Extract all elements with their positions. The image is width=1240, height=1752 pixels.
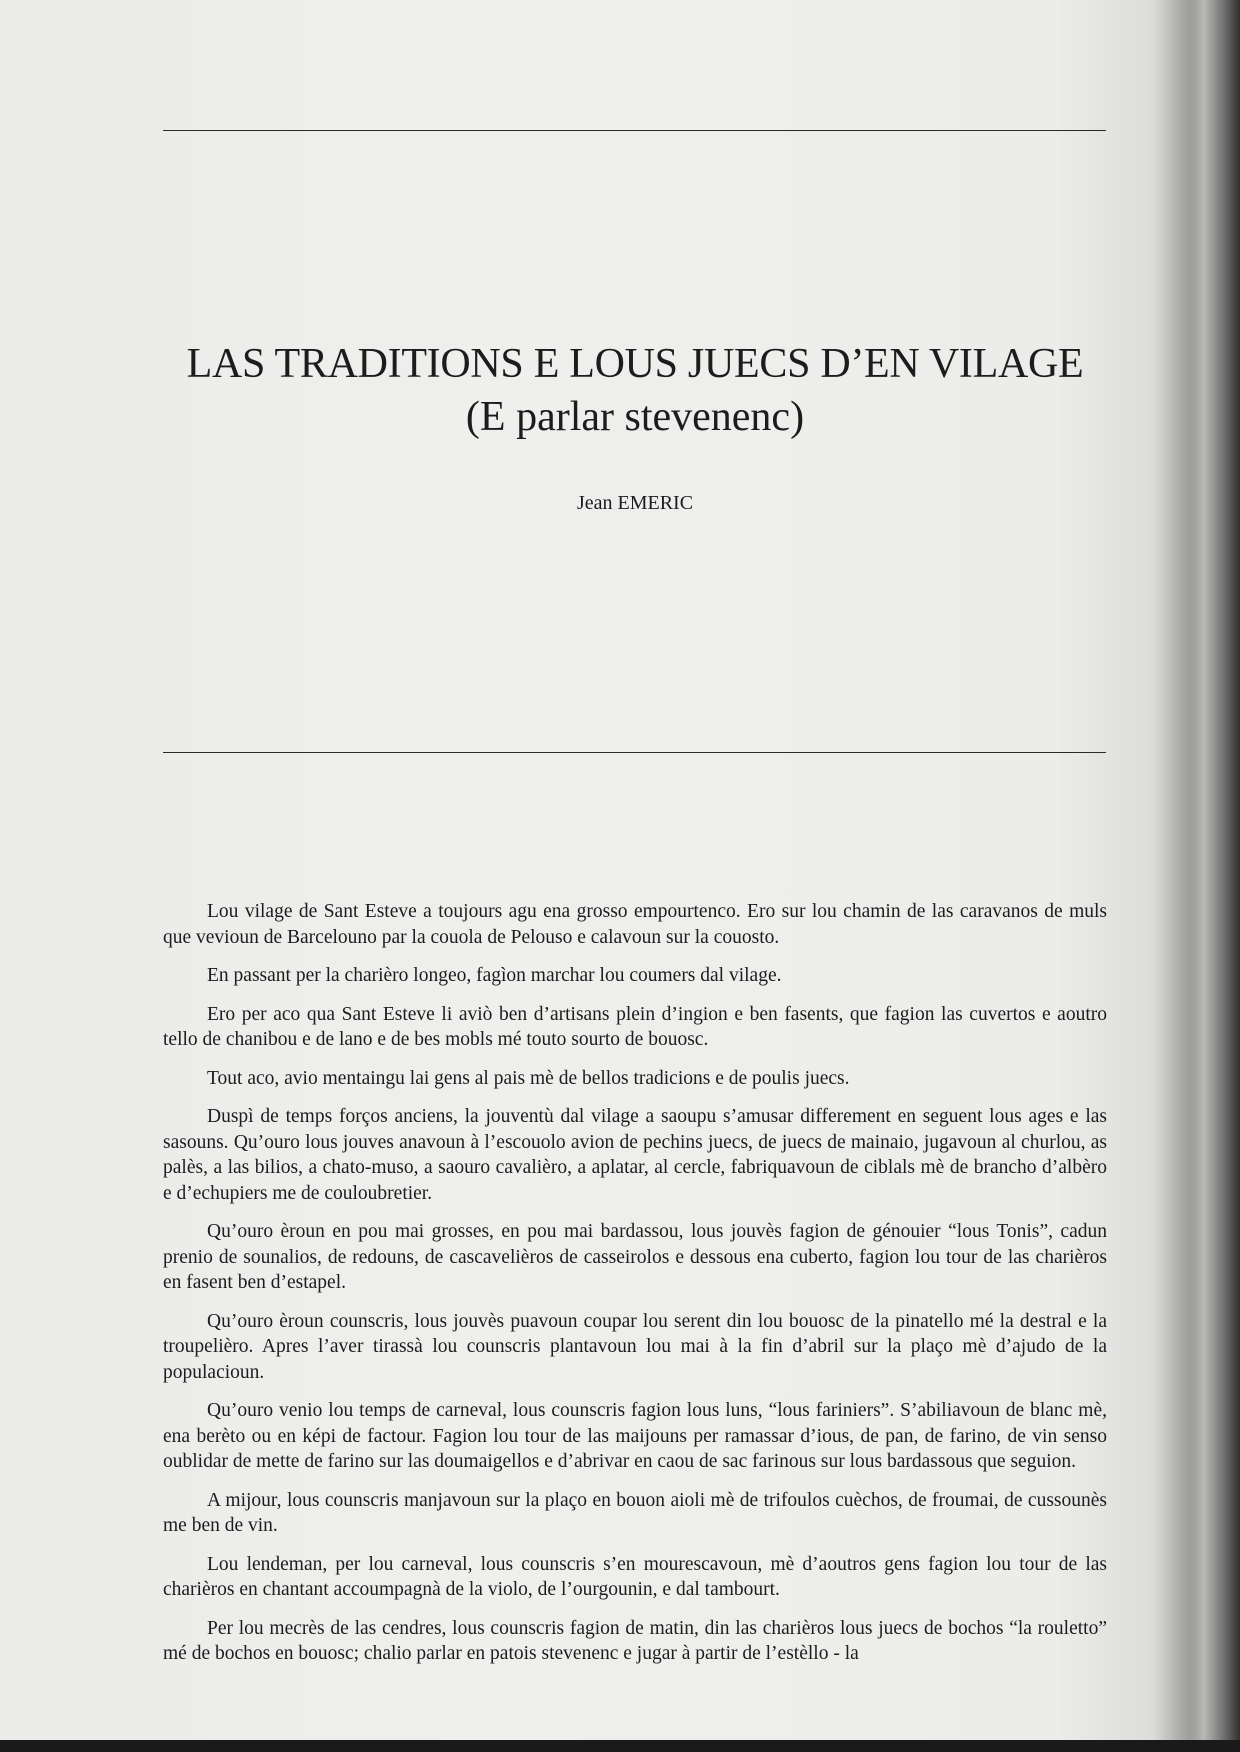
body-paragraph: En passant per la charièro longeo, fagìon marchar lou coumers dal vilage. [207,965,782,986]
article-body [163,899,1107,1680]
scan-bottom-edge [0,1740,1240,1752]
body-paragraph: Qu’ouro èroun en pou mai grosses, en pou mai bardassou, lous jouvès fagion de génouier “lous Tonis”, cadun prenio de sounalios, de redouns, de cascavelièros de casseirolos e dessous ena cuberto, fagion lou tour de las charièros en fasent ben d’estapel. [163,1221,1107,1293]
article-title: LAS TRADITIONS E LOUS JUECS D’EN VILAGE [186,341,1084,387]
article-subtitle: (E parlar stevenenc) [465,394,805,440]
header-rule [163,130,1106,131]
body-paragraph: Qu’ouro venio lou temps de carneval, lous counscris fagion lous luns, “lous fariniers”. S’abiliavoun de blanc mè, ena berèto ou en képi de factour. Fagion lou tour de las maijouns per ramassar d’ious, de pan, de farino, de vin senso oublidar de mette de farino sur las doumaigellos e d’abrivar en caou de sac farinous sur lous bardassous que seguion. [163,1400,1107,1472]
body-paragraph: Lou vilage de Sant Esteve a toujours agu ena grosso empourtenco. Ero sur lou chamin de las caravanos de muls que vevioun de Barcelouno par la couola de Pelouso e calavoun sur la couosto. [163,901,1107,948]
book-gutter-shadow [1188,0,1240,1752]
section-divider [163,752,1106,753]
body-paragraph: Lou lendeman, per lou carneval, lous counscris s’en mourescavoun, mè d’aoutros gens fagion lou tour de las charièros en chantant accoumpagnà de la violo, de l’ourgounin, e dal tambourt. [163,1553,1107,1600]
body-paragraph: Qu’ouro èroun counscris, lous jouvès puavoun coupar lou serent din lou bouosc de la pinatello mé la destral e la troupelièro. Apres l’aver tirassà lou counscris plantavoun lou mai à la fin d’abril sur la plaço mè d’ajudo de la populacioun. [163,1310,1107,1383]
body-paragraph: A mijour, lous counscris manjavoun sur la plaço en bouon aioli mè de trifoulos cuèchos, de froumai, de cussounès me ben de vin. [163,1489,1107,1536]
body-paragraph: Duspì de temps forços anciens, la jouventù dal vilage a saoupu s’amusar differement en seguent lous ages e las sasouns. Qu’ouro lous jouves anavoun à l’escouolo avion de pechins juecs, de juecs de mainaio, jugavoun al churlou, as palès, a las bilios, a chato-muso, a saouro cavalièro, a aplatar, al cercle, fabriquavoun de ciblals mè de brancho d’albèro e d’echupiers me de couloubretier. [163,1106,1107,1204]
body-paragraph: Per lou mecrès de las cendres, lous counscris fagion de matin, din las charièros lous juecs de bochos “la rouletto” mé de bochos en bouosc; chalio parlar en patois stevenenc e jugar à partir de l’estèllo - la [163,1617,1107,1664]
body-paragraph: Tout aco, avio mentaingu lai gens al pais mè de bellos tradicions e de poulis juecs. [207,1067,850,1089]
body-paragraph: Ero per aco qua Sant Esteve li aviò ben d’artisans plein d’ingion e ben fasents, que fagion las cuvertos e aoutro tello de chanibou e de lano e de bes mobls mé touto sourto de bouosc. [163,1003,1107,1050]
article-author: Jean EMERIC [576,492,694,514]
